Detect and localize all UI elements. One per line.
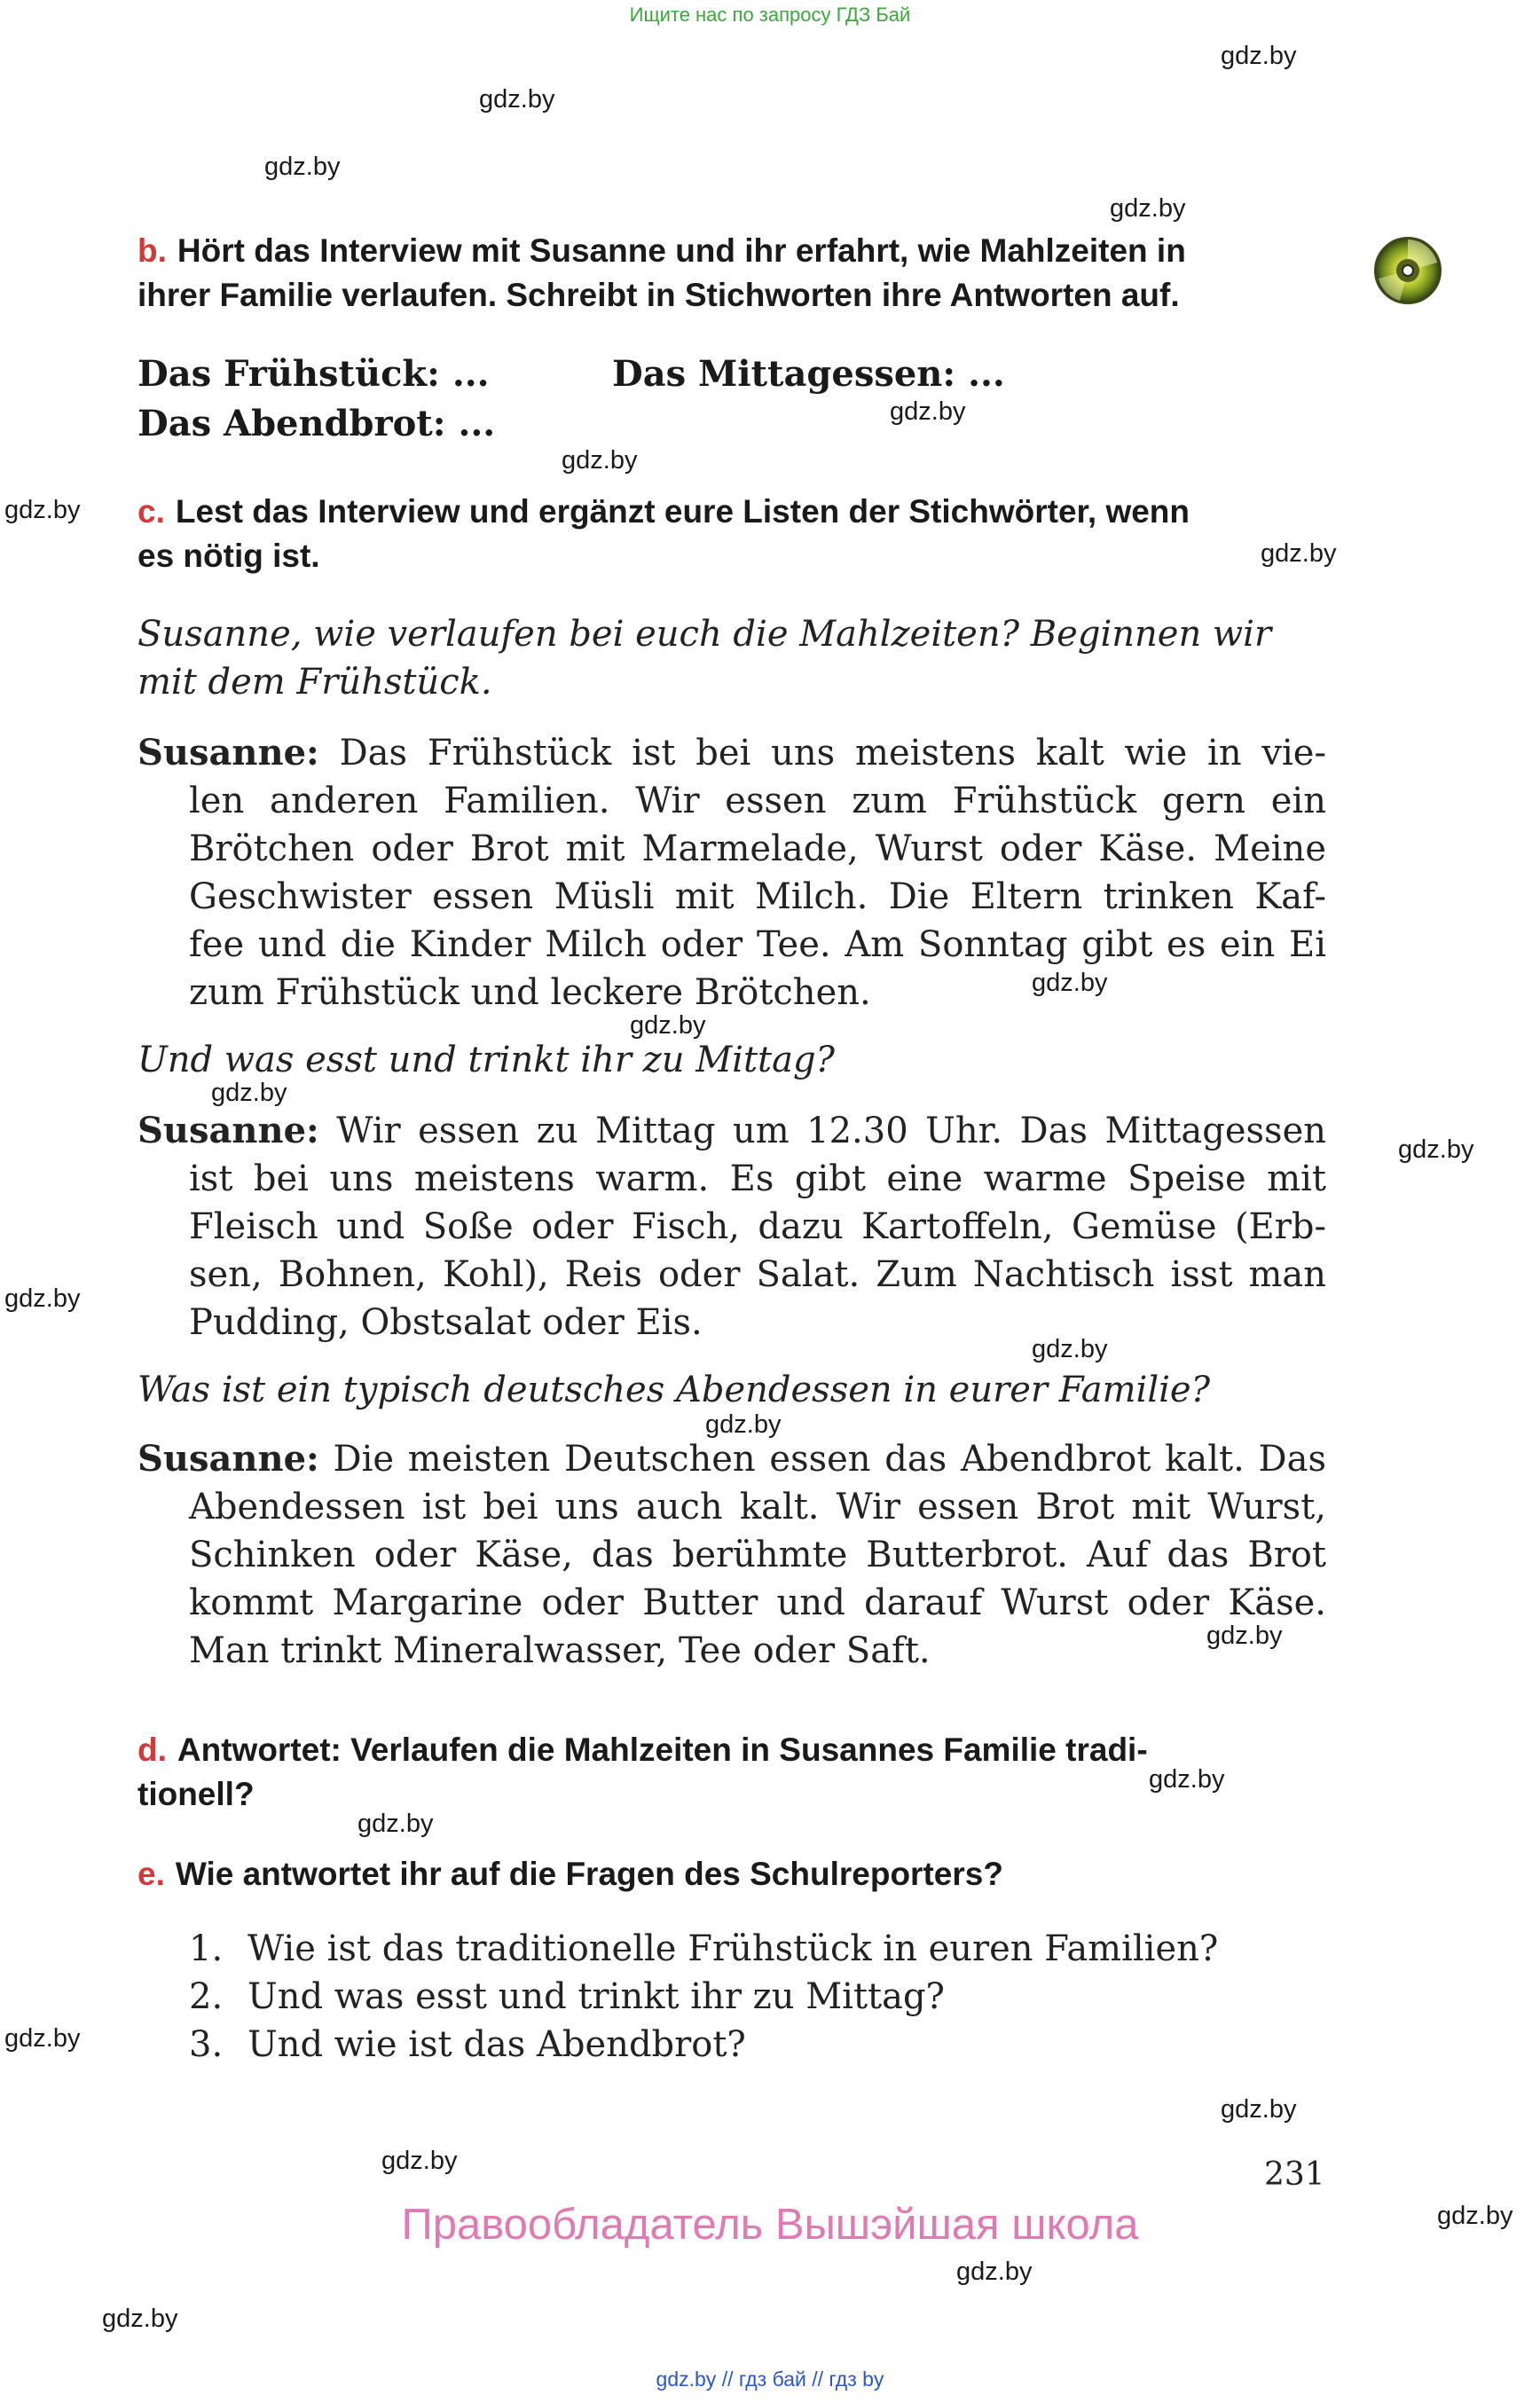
interview-question-2: Und was esst und trinkt ihr zu Mittag? xyxy=(138,1040,835,1080)
interview-question-3: Was ist ein typisch deutsches Abendessen in eurer Familie? xyxy=(138,1370,1211,1410)
question-list xyxy=(189,1925,1218,2069)
task-d xyxy=(138,1728,1326,1817)
watermark: gdz.by xyxy=(4,2024,81,2053)
watermark: gdz.by xyxy=(4,1284,81,1313)
interview-question-1 xyxy=(138,610,1326,706)
watermark: gdz.by xyxy=(1398,1135,1474,1164)
task-b-text-line1: Hört das Interview mit Susanne und ihr erfahrt, wie Mahlzeiten in xyxy=(177,232,1186,269)
interview-answer-1 xyxy=(138,729,1326,1017)
copyright-notice: Правообладатель Вышэйшая школа xyxy=(401,2201,1139,2249)
task-d-letter: d. xyxy=(138,1732,167,1768)
watermark: gdz.by xyxy=(1149,1765,1225,1794)
watermark: gdz.by xyxy=(1110,194,1186,223)
watermark: gdz.by xyxy=(1206,1622,1283,1650)
answer-line: sen, Bohnen, Kohl), Reis oder Salat. Zum Nachtisch isst man xyxy=(189,1254,1326,1295)
watermark: gdz.by xyxy=(1261,539,1337,568)
watermark: gdz.by xyxy=(381,2147,458,2175)
audio-cd-icon[interactable] xyxy=(1373,236,1442,305)
answer-line: Wir essen zu Mittag um 12.30 Uhr. Das Mittagessen xyxy=(336,1111,1326,1151)
question-1-line2: mit dem Frühstück. xyxy=(138,662,492,703)
watermark: gdz.by xyxy=(1032,1335,1108,1363)
task-b-text-line2: ihrer Familie verlaufen. Schreibt in Stichworten ihre Antworten auf. xyxy=(138,277,1180,313)
task-e xyxy=(138,1852,1326,1896)
list-item-text: Und wie ist das Abendbrot? xyxy=(248,2024,746,2065)
watermark: gdz.by xyxy=(264,153,341,181)
speaker-label: Susanne: xyxy=(138,732,319,774)
list-item xyxy=(189,2021,1218,2069)
meal-lunch: Das Mittagessen: ... xyxy=(612,353,1005,395)
task-c-letter: c. xyxy=(138,493,165,530)
watermark: gdz.by xyxy=(1032,969,1108,997)
meal-dinner: Das Abendbrot: ... xyxy=(138,403,496,444)
watermark: gdz.by xyxy=(4,496,81,524)
list-item xyxy=(189,1973,1218,2021)
task-e-text-line1: Wie antwortet ihr auf die Fragen des Schulreporters? xyxy=(175,1856,1003,1892)
answer-line: ist bei uns meistens warm. Es gibt eine warme Speise mit xyxy=(189,1158,1326,1199)
speaker-label: Susanne: xyxy=(138,1110,319,1151)
top-banner: Ищите нас по запросу ГДЗ Бай xyxy=(629,4,911,26)
answer-line: kommt Margarine oder Butter und darauf Wurst oder Käse. xyxy=(189,1582,1326,1623)
answer-line: Schinken oder Käse, das berühmte Butterbrot. Auf das Brot xyxy=(189,1535,1326,1575)
watermark: gdz.by xyxy=(1221,2095,1297,2124)
list-item-text: Wie ist das traditionelle Frühstück in euren Familien? xyxy=(248,1928,1219,1969)
answer-line: len anderen Familien. Wir essen zum Frühstück gern ein xyxy=(189,781,1326,821)
task-c xyxy=(138,490,1326,578)
list-item-text: Und was esst und trinkt ihr zu Mittag? xyxy=(248,1976,945,2017)
answer-line: Man trinkt Mineralwasser, Tee oder Saft. xyxy=(189,1630,931,1671)
answer-line: Pudding, Obstsalat oder Eis. xyxy=(189,1302,703,1343)
answer-line: zum Frühstück und leckere Brötchen. xyxy=(189,972,871,1013)
answer-line: Abendessen ist bei uns auch kalt. Wir essen Brot mit Wurst, xyxy=(189,1487,1326,1527)
answer-line: Geschwister essen Müsli mit Milch. Die Eltern trinken Kaf- xyxy=(189,876,1326,917)
list-item-number: 3. xyxy=(189,2024,224,2065)
list-item xyxy=(189,1925,1218,1973)
speaker-label: Susanne: xyxy=(138,1438,319,1480)
answer-line: Die meisten Deutschen essen das Abendbrot kalt. Das xyxy=(333,1439,1326,1480)
watermark: gdz.by xyxy=(705,1410,782,1439)
watermark: gdz.by xyxy=(890,397,966,426)
watermark: gdz.by xyxy=(358,1810,434,1838)
list-item-number: 2. xyxy=(189,1976,224,2017)
watermark: gdz.by xyxy=(479,85,555,114)
watermark: gdz.by xyxy=(102,2305,178,2333)
watermark: gdz.by xyxy=(1221,42,1297,70)
interview-answer-2 xyxy=(138,1107,1326,1347)
watermark: gdz.by xyxy=(562,446,638,475)
answer-line: fee und die Kinder Milch oder Tee. Am Sonntag gibt es ein Ei xyxy=(189,924,1326,965)
answer-line: Das Frühstück ist bei uns meistens kalt wie in vie- xyxy=(339,733,1326,774)
watermark: gdz.by xyxy=(956,2258,1033,2286)
page-number: 231 xyxy=(1264,2156,1325,2193)
watermark: gdz.by xyxy=(1437,2202,1513,2230)
task-c-text-line2: es nötig ist. xyxy=(138,538,320,574)
list-item-number: 1. xyxy=(189,1928,224,1969)
task-c-text-line1: Lest das Interview und ergänzt eure Listen der Stichwörter, wenn xyxy=(175,493,1190,530)
interview-answer-3 xyxy=(138,1435,1326,1675)
task-d-text-line2: tionell? xyxy=(138,1776,255,1812)
watermark: gdz.by xyxy=(211,1079,287,1107)
watermark: gdz.by xyxy=(630,1011,706,1040)
meal-breakfast: Das Frühstück: ... xyxy=(138,353,490,395)
task-b-letter: b. xyxy=(138,232,167,269)
task-d-text-line1: Antwortet: Verlaufen die Mahlzeiten in Susannes Familie tradi- xyxy=(177,1732,1148,1768)
answer-line: Fleisch und Soße oder Fisch, dazu Kartoffeln, Gemüse (Erb- xyxy=(189,1206,1326,1247)
task-e-letter: e. xyxy=(138,1856,165,1892)
answer-line: Brötchen oder Brot mit Marmelade, Wurst oder Käse. Meine xyxy=(189,828,1326,869)
task-b xyxy=(138,229,1326,318)
question-1-line1: Susanne, wie verlaufen bei euch die Mahlzeiten? Beginnen wir xyxy=(138,614,1272,655)
footer-links[interactable]: gdz.by // гдз бай // гдз by xyxy=(656,2368,884,2391)
